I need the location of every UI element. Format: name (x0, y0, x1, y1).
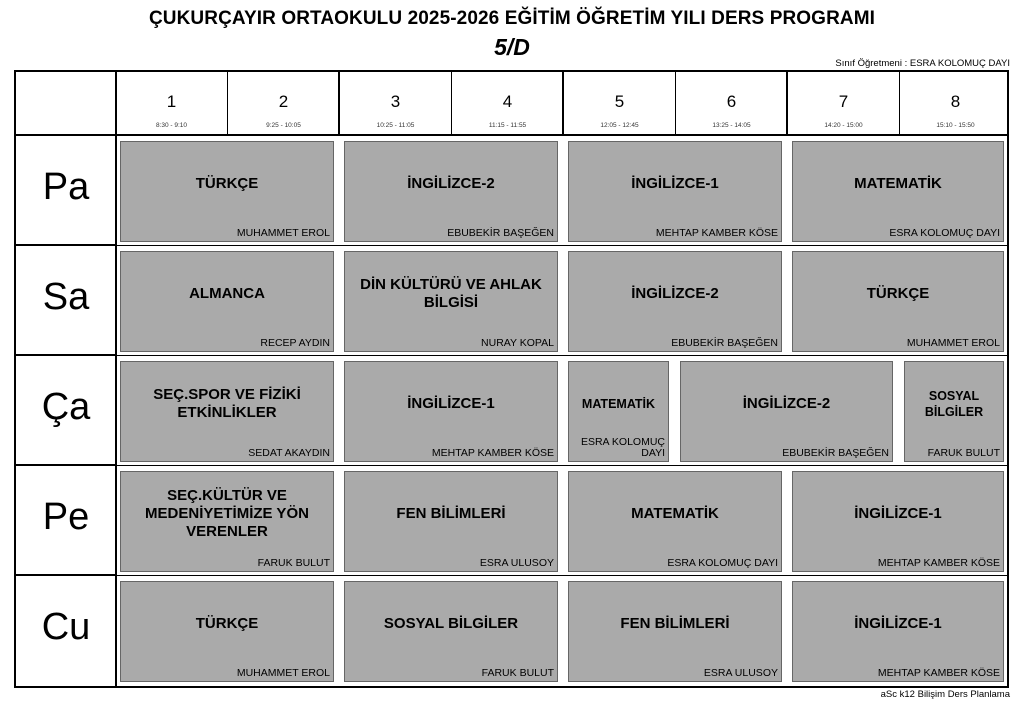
period-time: 12:05 - 12:45 (600, 122, 639, 129)
lesson-subject: İNGİLİZCE-1 (407, 395, 495, 412)
period-number: 1 (166, 92, 177, 111)
period-time: 8:30 - 9:10 (155, 122, 188, 129)
period-header-7 (788, 72, 899, 136)
lesson-block[interactable] (792, 581, 1004, 682)
period-time: 14:20 - 15:00 (824, 122, 863, 129)
lesson-teacher: FARUK BULUT (257, 557, 330, 569)
lesson-block[interactable] (344, 471, 558, 572)
period-number: 4 (502, 92, 513, 111)
period-number: 2 (278, 92, 289, 111)
lesson-teacher: RECEP AYDIN (260, 337, 330, 349)
lesson-block[interactable] (120, 471, 334, 572)
lesson-subject: MATEMATİK (854, 175, 942, 192)
period-header-2 (228, 72, 339, 136)
lesson-teacher: FARUK BULUT (927, 447, 1000, 459)
lesson-block[interactable] (568, 361, 669, 462)
period-time: 11:15 - 11:55 (488, 122, 527, 129)
period-number: 5 (614, 92, 625, 111)
row-divider-day (16, 464, 116, 466)
lesson-subject: FEN BİLİMLERİ (620, 615, 730, 632)
lesson-block[interactable] (568, 251, 782, 352)
class-name: 5/D (494, 34, 530, 60)
period-time: 15:10 - 15:50 (936, 122, 975, 129)
lesson-subject: MATEMATİK (631, 505, 719, 522)
lesson-subject: İNGİLİZCE-1 (854, 615, 942, 632)
day-label-ça: Ça (41, 386, 91, 428)
lesson-subject: İNGİLİZCE-2 (631, 285, 719, 302)
period-number: 8 (950, 92, 961, 111)
lesson-subject: İNGİLİZCE-1 (854, 505, 942, 522)
lesson-subject: SOSYAL BİLGİLER (383, 615, 519, 632)
period-time: 13:25 - 14:05 (712, 122, 751, 129)
lesson-teacher: EBUBEKİR BAŞEĞEN (671, 337, 778, 349)
period-header-1 (116, 72, 227, 136)
day-label-cu: Cu (41, 606, 91, 648)
lesson-block[interactable] (120, 361, 334, 462)
lesson-subject: SOSYAL BİLGİLER (924, 389, 984, 419)
lesson-teacher: ESRA ULUSOY (479, 557, 554, 569)
footer-note: aSc k12 Bilişim Ders Planlama (880, 689, 1010, 700)
lesson-subject: İNGİLİZCE-2 (742, 395, 831, 412)
lesson-block[interactable] (120, 141, 334, 242)
lesson-teacher: EBUBEKİR BAŞEĞEN (782, 447, 889, 459)
lesson-subject: MATEMATİK (581, 397, 656, 411)
lesson-block[interactable] (680, 361, 893, 462)
lesson-block[interactable] (568, 581, 782, 682)
lesson-teacher: MUHAMMET EROL (906, 337, 1000, 349)
row-divider-day (16, 354, 116, 356)
lesson-subject: TÜRKÇE (195, 615, 259, 632)
lesson-teacher: MUHAMMET EROL (236, 227, 330, 239)
lesson-teacher: MUHAMMET EROL (236, 667, 330, 679)
class-teacher-note: Sınıf Öğretmeni : ESRA KOLOMUÇ DAYI (835, 58, 1010, 69)
lesson-teacher: ESRA ULUSOY (703, 667, 778, 679)
lesson-block[interactable] (904, 361, 1004, 462)
lesson-block[interactable] (568, 141, 782, 242)
lesson-block[interactable] (120, 251, 334, 352)
period-header-5 (564, 72, 675, 136)
lesson-teacher: MEHTAP KAMBER KÖSE (431, 447, 554, 459)
lesson-teacher: ESRA KOLOMUÇ DAYI (667, 557, 778, 569)
lesson-teacher: ESRA KOLOMUÇ DAYI (580, 436, 665, 459)
lesson-subject: SEÇ.SPOR VE FİZİKİ ETKİNLİKLER (153, 386, 301, 421)
lesson-subject: FEN BİLİMLERİ (396, 505, 506, 522)
lesson-block[interactable] (120, 581, 334, 682)
period-header-6 (676, 72, 787, 136)
period-number: 3 (390, 92, 401, 111)
lesson-subject: DİN KÜLTÜRÜ VE AHLAK BİLGİSİ (360, 276, 542, 311)
day-label-pe: Pe (42, 496, 90, 538)
row-divider (16, 575, 1007, 576)
lesson-block[interactable] (568, 471, 782, 572)
lesson-block[interactable] (792, 251, 1004, 352)
row-divider (16, 245, 1007, 246)
day-label-pa: Pa (42, 166, 90, 208)
lesson-block[interactable] (792, 471, 1004, 572)
lesson-teacher: MEHTAP KAMBER KÖSE (655, 227, 778, 239)
lesson-block[interactable] (344, 581, 558, 682)
row-divider-day (16, 574, 116, 576)
period-time: 10:25 - 11:05 (376, 122, 415, 129)
row-divider (16, 465, 1007, 466)
lesson-subject: SEÇ.KÜLTÜR VE MEDENİYETİMİZE YÖN VERENLER (145, 487, 309, 540)
lesson-teacher: FARUK BULUT (481, 667, 554, 679)
lesson-subject: İNGİLİZCE-2 (407, 175, 495, 192)
period-header-4 (452, 72, 563, 136)
period-header-3 (340, 72, 451, 136)
row-divider (16, 355, 1007, 356)
lesson-subject: TÜRKÇE (195, 175, 259, 192)
period-time: 9:25 - 10:05 (266, 122, 301, 129)
lesson-block[interactable] (792, 141, 1004, 242)
row-divider-day (16, 244, 116, 246)
lesson-subject: İNGİLİZCE-1 (631, 175, 719, 192)
day-label-sa: Sa (42, 276, 90, 318)
lesson-block[interactable] (344, 141, 558, 242)
period-number: 7 (838, 92, 849, 111)
timetable-grid (14, 70, 1009, 688)
period-header-8 (900, 72, 1011, 136)
lesson-subject: TÜRKÇE (866, 285, 930, 302)
lesson-teacher: EBUBEKİR BAŞEĞEN (447, 227, 554, 239)
lesson-subject: ALMANCA (189, 285, 265, 302)
page-title: ÇUKURÇAYIR ORTAOKULU 2025-2026 EĞİTİM ÖĞRETİM YILI DERS PROGRAMI (148, 8, 876, 29)
lesson-teacher: ESRA KOLOMUÇ DAYI (889, 227, 1000, 239)
lesson-teacher: SEDAT AKAYDIN (248, 447, 330, 459)
period-number: 6 (726, 92, 737, 111)
lesson-teacher: MEHTAP KAMBER KÖSE (877, 667, 1000, 679)
lesson-teacher: NURAY KOPAL (481, 337, 554, 349)
lesson-block[interactable] (344, 251, 558, 352)
lesson-block[interactable] (344, 361, 558, 462)
lesson-teacher: MEHTAP KAMBER KÖSE (877, 557, 1000, 569)
